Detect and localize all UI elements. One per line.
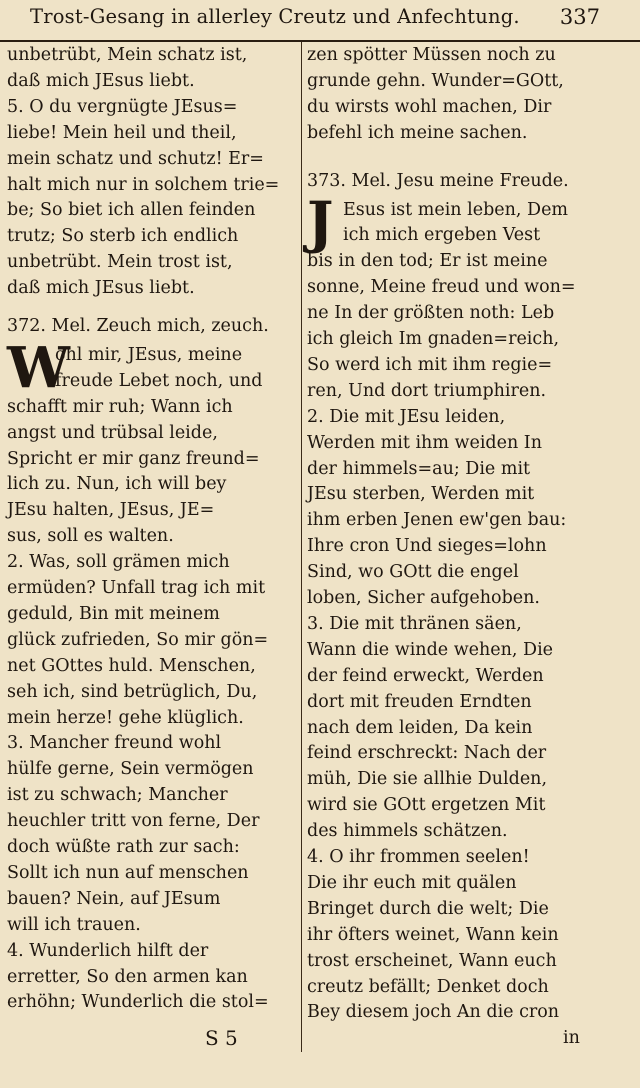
running-title: Trost-Gesang in allerley Creutz und Anfechtung. bbox=[30, 5, 520, 28]
text-line: ne In der größten noth: Leb bbox=[307, 303, 555, 324]
text-line: seh ich, sind betrüglich, Du, bbox=[7, 681, 258, 702]
text-line: bis in den tod; Er ist meine bbox=[307, 251, 548, 272]
text-line: Esus ist mein leben, Dem bbox=[343, 199, 569, 220]
text-line: freude Lebet noch, und bbox=[55, 370, 263, 391]
text-line: 3. Mancher freund wohl bbox=[7, 733, 222, 754]
text-line: ihm erben Jenen ew'gen bau: bbox=[307, 510, 567, 531]
text-line: befehl ich meine sachen. bbox=[307, 122, 528, 143]
text-line: lich zu. Nun, ich will bey bbox=[7, 474, 227, 495]
text-line: loben, Sicher aufgehoben. bbox=[307, 588, 540, 608]
text-line: Sind, wo GOtt die engel bbox=[307, 562, 519, 583]
text-line: dort mit freuden Erndten bbox=[307, 691, 532, 712]
drop-cap-373: J bbox=[307, 189, 334, 256]
text-line: schafft mir ruh; Wann ich bbox=[7, 396, 233, 417]
text-line: erhöhn; Wunderlich die stol= bbox=[7, 992, 269, 1013]
text-line: 4. Wunderlich hilft der bbox=[7, 940, 209, 961]
text-line: sus, soll es walten. bbox=[7, 526, 174, 547]
text-line: glück zufrieden, So mir gön= bbox=[7, 629, 269, 650]
hymn-heading-373: 373. Mel. Jesu meine Freude. bbox=[307, 170, 569, 191]
page-number: 337 bbox=[559, 5, 600, 29]
text-line: 3. Die mit thränen säen, bbox=[307, 613, 522, 634]
text-line: mein schatz und schutz! Er= bbox=[7, 148, 264, 169]
text-line: will ich trauen. bbox=[7, 914, 141, 935]
text-line: ich mich ergeben Vest bbox=[343, 225, 541, 246]
text-line: bauen? Nein, auf JEsum bbox=[7, 888, 221, 909]
text-line: 2. Die mit JEsu leiden, bbox=[307, 406, 506, 427]
text-line: ich gleich Im gnaden=reich, bbox=[307, 329, 560, 349]
text-line: angst und trübsal leide, bbox=[7, 422, 218, 443]
text-line: 2. Was, soll grämen mich bbox=[7, 552, 230, 573]
text-line: grunde gehn. Wunder=GOtt, bbox=[307, 70, 564, 91]
text-line: be; So biet ich allen feinden bbox=[7, 200, 256, 221]
text-line: hülfe gerne, Sein vermögen bbox=[7, 759, 254, 780]
text-line: Die ihr euch mit quälen bbox=[307, 872, 517, 893]
text-line: So werd ich mit ihm regie= bbox=[307, 354, 553, 375]
text-line: sonne, Meine freud und won= bbox=[307, 277, 576, 298]
text-line: ermüden? Unfall trag ich mit bbox=[7, 578, 266, 598]
text-line: halt mich nur in solchem trie= bbox=[7, 174, 280, 195]
page-header bbox=[0, 0, 640, 42]
text-line: 5. O du vergnügte JEsus= bbox=[7, 96, 238, 117]
text-line: heuchler tritt von ferne, Der bbox=[7, 811, 260, 832]
text-line: Sollt ich nun auf menschen bbox=[7, 862, 249, 883]
text-line: Wann die winde wehen, Die bbox=[307, 639, 554, 660]
text-line: ist zu schwach; Mancher bbox=[7, 785, 228, 806]
text-line: unbetrübt. Mein trost ist, bbox=[7, 252, 233, 273]
text-line: müh, Die sie allhie Dulden, bbox=[307, 769, 548, 790]
text-line: daß mich JEsus liebt. bbox=[7, 70, 195, 91]
text-line: Werden mit ihm weiden In bbox=[307, 432, 542, 453]
text-line: Bringet durch die welt; Die bbox=[307, 898, 549, 919]
text-line: daß mich JEsus liebt. bbox=[7, 278, 195, 299]
text-line: trost erscheinet, Wann euch bbox=[307, 950, 557, 971]
text-line: der feind erweckt, Werden bbox=[307, 665, 544, 686]
text-line: doch wüßte rath zur sach: bbox=[7, 837, 240, 857]
text-line: ihr öfters weinet, Wann kein bbox=[307, 924, 559, 945]
text-line: liebe! Mein heil und theil, bbox=[7, 122, 237, 143]
signature-mark: S 5 bbox=[205, 1026, 238, 1050]
text-line: ren, Und dort triumphiren. bbox=[307, 380, 547, 401]
text-line: 4. O ihr frommen seelen! bbox=[307, 847, 530, 867]
hymn-heading-372: 372. Mel. Zeuch mich, zeuch. bbox=[7, 316, 269, 336]
text-line: du wirsts wohl machen, Dir bbox=[307, 96, 552, 117]
text-line: Bey diesem joch An die cron bbox=[307, 1002, 560, 1023]
text-line: ohl mir, JEsus, meine bbox=[55, 344, 243, 365]
text-line: zen spötter Müssen noch zu bbox=[307, 45, 556, 65]
text-line: unbetrübt, Mein schatz ist, bbox=[7, 45, 248, 65]
text-line: nach dem leiden, Da kein bbox=[307, 717, 533, 738]
text-line: Ihre cron Und sieges=lohn bbox=[307, 536, 547, 557]
drop-cap-372: W bbox=[7, 334, 70, 401]
text-line: JEsu sterben, Werden mit bbox=[307, 484, 535, 505]
text-line: feind erschreckt: Nach der bbox=[307, 743, 547, 764]
text-line: wird sie GOtt ergetzen Mit bbox=[307, 795, 546, 816]
text-line: erretter, So den armen kan bbox=[7, 966, 248, 987]
text-line: der himmels=au; Die mit bbox=[307, 458, 531, 479]
text-line: geduld, Bin mit meinem bbox=[7, 603, 220, 624]
text-line: mein herze! gehe klüglich. bbox=[7, 707, 244, 728]
text-line: JEsu halten, JEsus, JE= bbox=[7, 500, 215, 521]
text-line: net GOttes huld. Menschen, bbox=[7, 655, 256, 676]
text-line: creutz befällt; Denket doch bbox=[307, 976, 549, 997]
catchword: in bbox=[563, 1028, 580, 1048]
column-divider bbox=[301, 42, 302, 1052]
text-line: des himmels schätzen. bbox=[307, 821, 508, 842]
text-line: trutz; So sterb ich endlich bbox=[7, 226, 239, 247]
text-line: Spricht er mir ganz freund= bbox=[7, 448, 260, 469]
